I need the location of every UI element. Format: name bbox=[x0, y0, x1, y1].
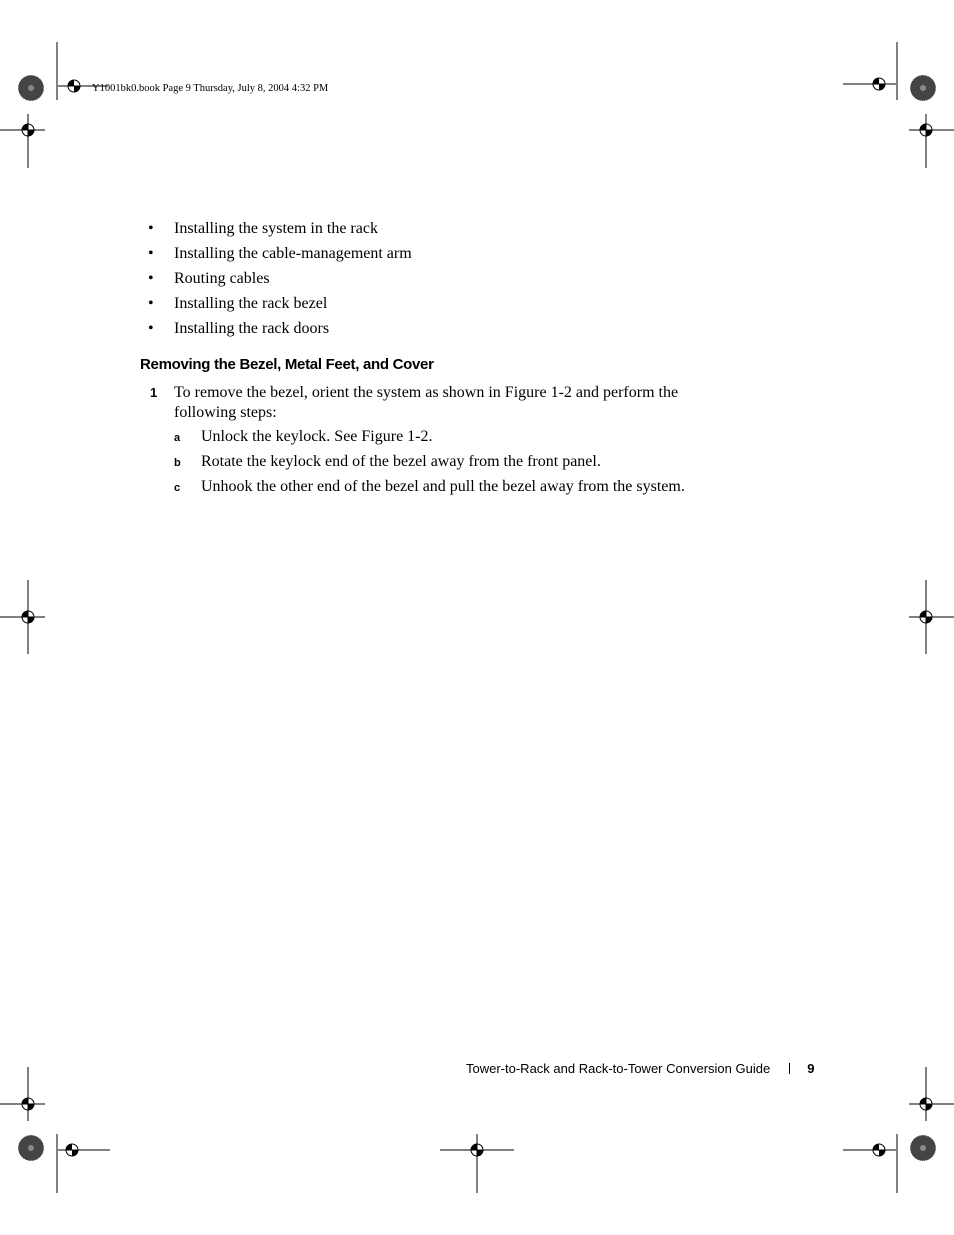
substep-text: Unlock the keylock. See Figure 1-2. bbox=[201, 428, 433, 445]
bullet-icon: • bbox=[148, 270, 154, 287]
list-item-text: Installing the cable-management arm bbox=[174, 245, 412, 262]
procedure-step bbox=[150, 383, 740, 423]
registration-star-icon bbox=[910, 1135, 936, 1161]
list-item bbox=[148, 243, 412, 268]
page-number: 9 bbox=[807, 1061, 815, 1076]
registration-star-icon bbox=[18, 1135, 44, 1161]
substep-text: Rotate the keylock end of the bezel away from the front panel. bbox=[201, 453, 601, 470]
registration-cross-icon bbox=[66, 1144, 78, 1156]
step-text: To remove the bezel, orient the system as shown in Figure 1-2 and perform the following steps: bbox=[174, 384, 679, 421]
registration-cross-icon bbox=[920, 611, 932, 623]
substep-letter: b bbox=[174, 457, 181, 469]
step-number: 1 bbox=[150, 385, 158, 400]
list-item-text: Installing the rack bezel bbox=[174, 295, 328, 312]
print-slug-line: Y1001bk0.book Page 9 Thursday, July 8, 2004 4:32 PM bbox=[92, 83, 329, 94]
registration-cross-icon bbox=[873, 78, 885, 90]
registration-cross-icon bbox=[22, 1098, 34, 1110]
list-item bbox=[148, 268, 412, 293]
bullet-icon: • bbox=[148, 245, 154, 262]
registration-cross-icon bbox=[22, 124, 34, 136]
bullet-icon: • bbox=[148, 320, 154, 337]
footer-separator bbox=[789, 1063, 790, 1074]
registration-cross-icon bbox=[873, 1144, 885, 1156]
substep-letter: c bbox=[174, 482, 181, 494]
bullet-icon: • bbox=[148, 295, 154, 312]
list-item-text: Installing the rack doors bbox=[174, 320, 330, 337]
footer-guide-title: Tower-to-Rack and Rack-to-Tower Conversion Guide bbox=[466, 1061, 771, 1076]
substep-item bbox=[174, 476, 685, 501]
registration-cross-icon bbox=[920, 124, 932, 136]
substep-text: Unhook the other end of the bezel and pull the bezel away from the system. bbox=[201, 478, 685, 495]
registration-star-icon bbox=[910, 75, 936, 101]
list-item-text: Installing the system in the rack bbox=[174, 220, 378, 237]
substep-letter: a bbox=[174, 432, 181, 444]
substep-list bbox=[174, 426, 685, 501]
substep-item bbox=[174, 451, 685, 476]
registration-star-icon bbox=[18, 75, 44, 101]
section-heading: Removing the Bezel, Metal Feet, and Cover bbox=[140, 356, 434, 373]
page-footer bbox=[466, 1061, 814, 1076]
registration-cross-icon bbox=[68, 80, 80, 92]
bullet-list bbox=[148, 218, 412, 343]
substep-item bbox=[174, 426, 685, 451]
registration-cross-icon bbox=[471, 1144, 483, 1156]
list-item-text: Routing cables bbox=[174, 270, 270, 287]
list-item bbox=[148, 293, 412, 318]
registration-cross-icon bbox=[22, 611, 34, 623]
list-item bbox=[148, 218, 412, 243]
registration-cross-icon bbox=[920, 1098, 932, 1110]
bullet-icon: • bbox=[148, 220, 154, 237]
list-item bbox=[148, 318, 412, 343]
